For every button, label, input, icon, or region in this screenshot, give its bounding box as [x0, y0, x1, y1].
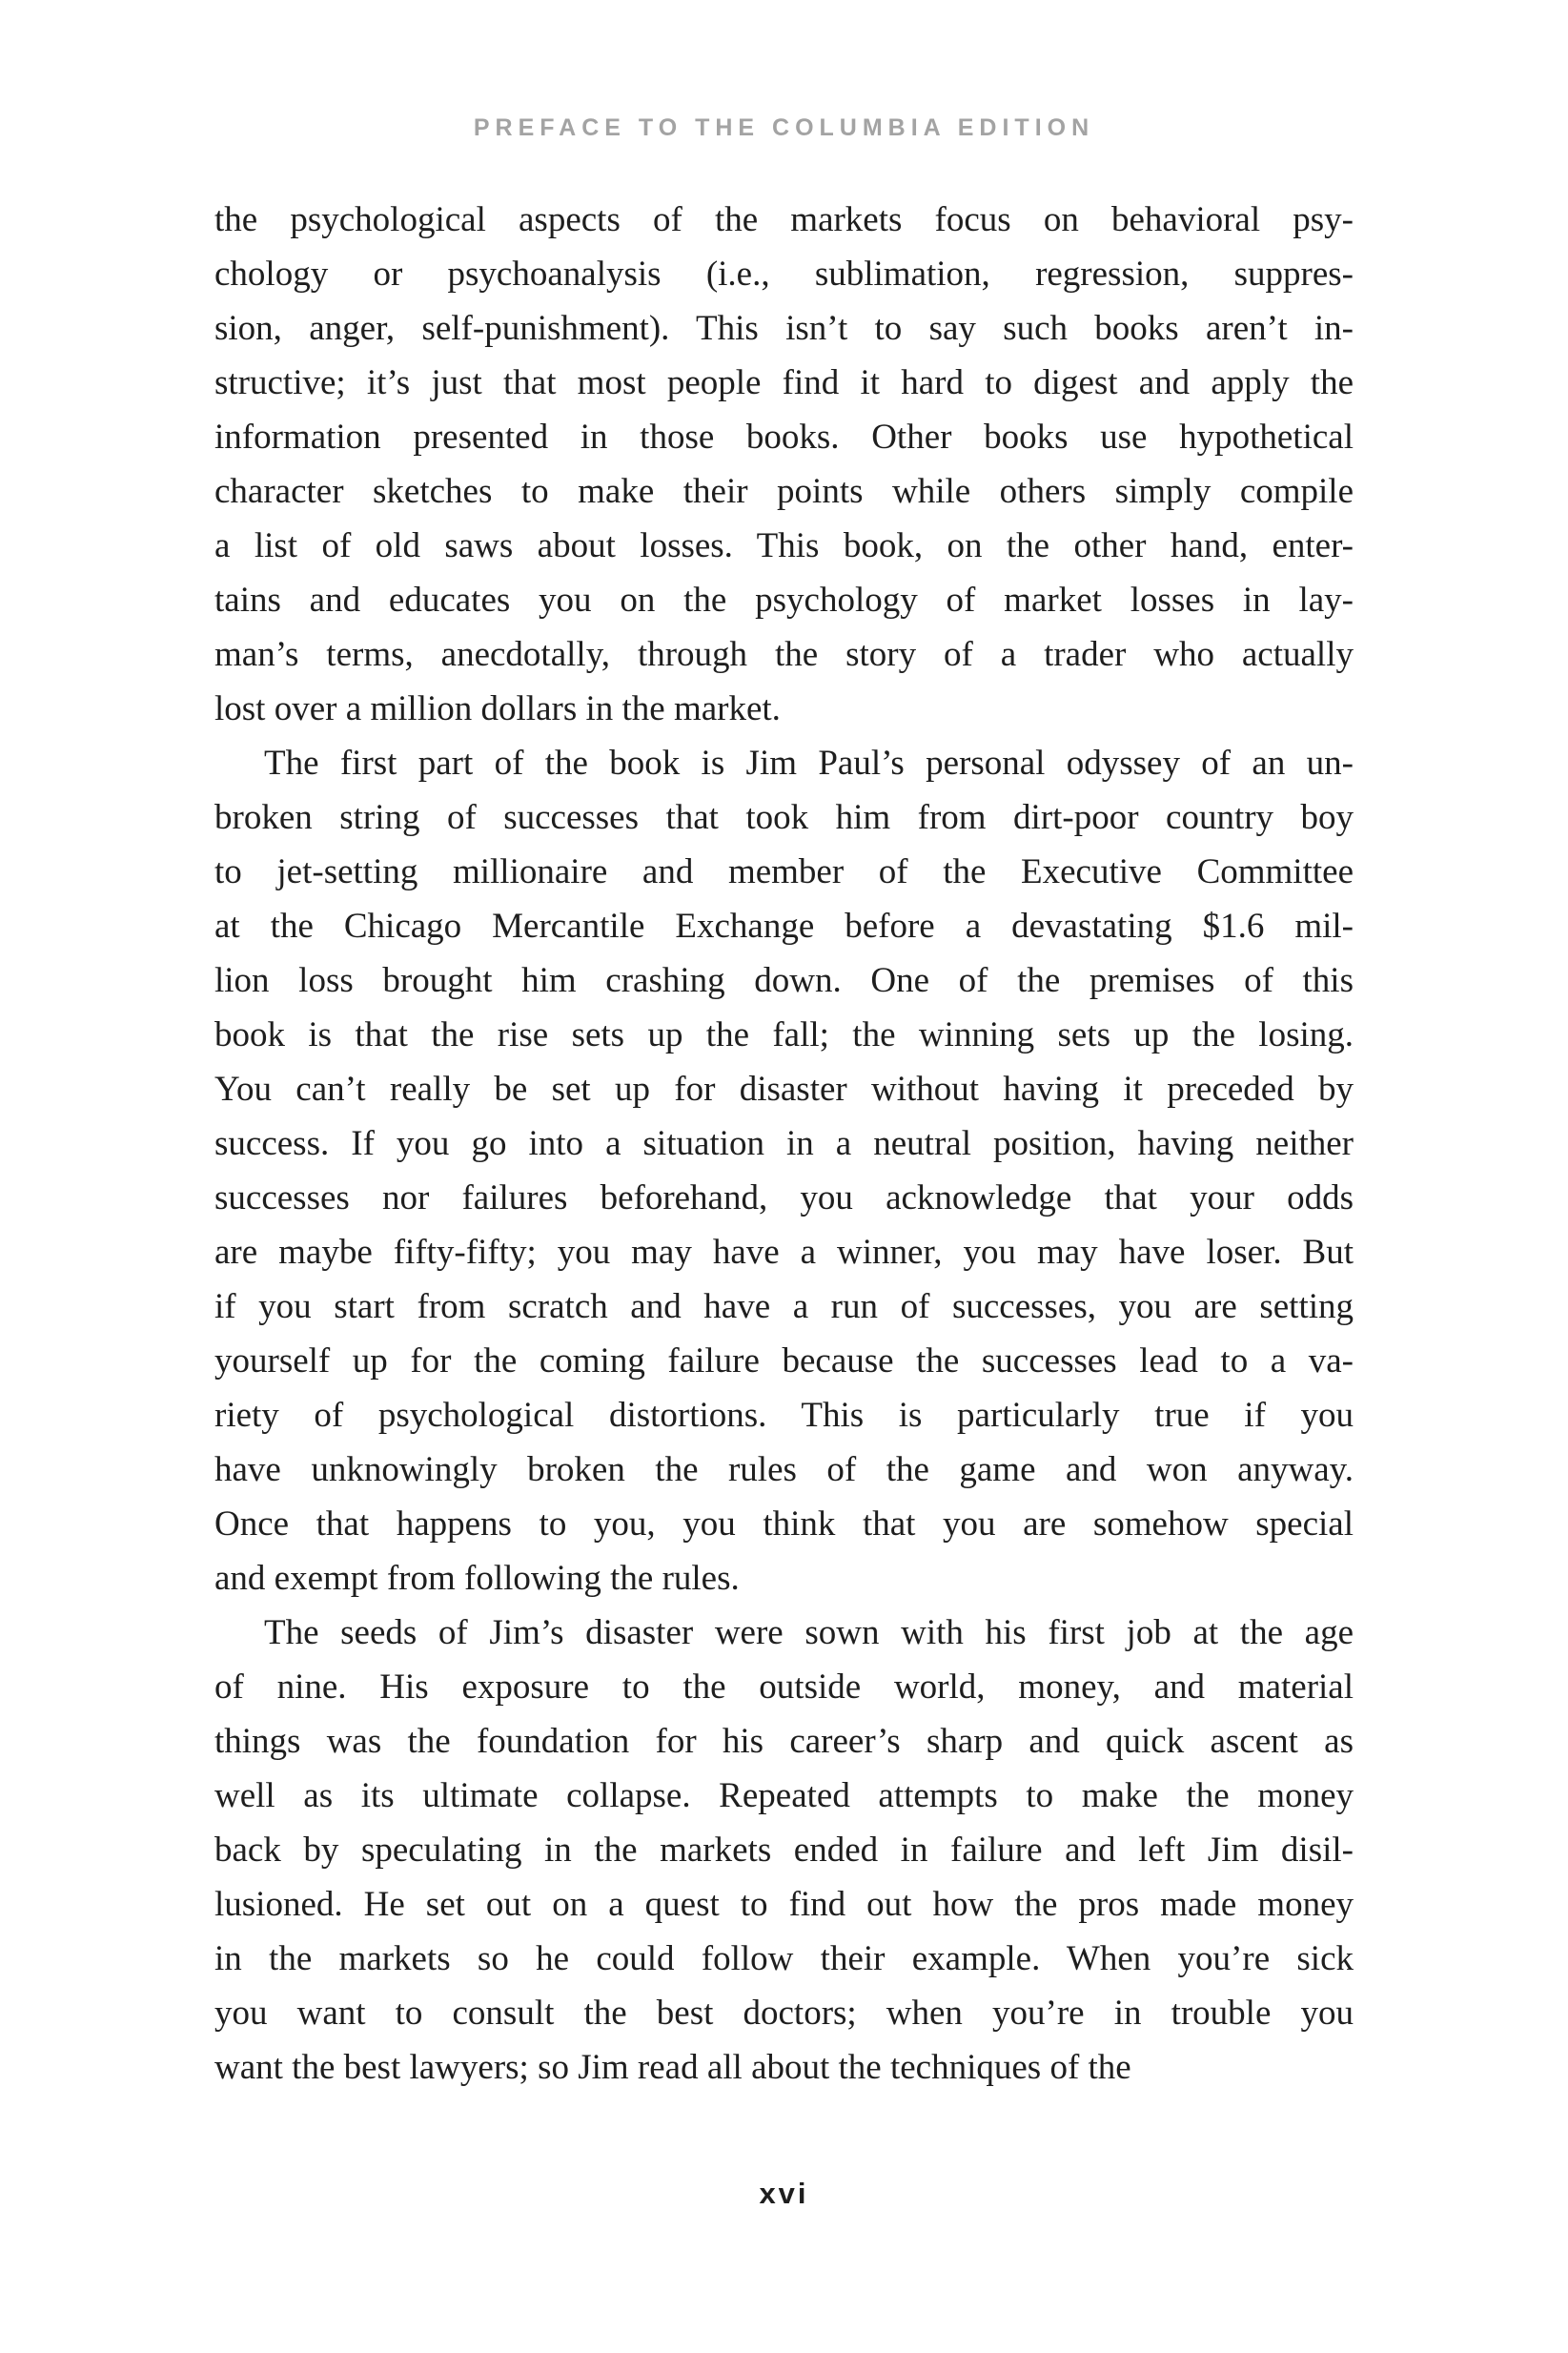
text-line: successes nor failures beforehand, you acknowledge that your odds	[214, 1178, 1354, 1217]
text-line: character sketches to make their points while others simply compile	[214, 472, 1354, 511]
text-line: success. If you go into a situation in a neutral position, having neither	[214, 1124, 1354, 1163]
text-line: in the markets so he could follow their example. When you’re sick	[214, 1939, 1354, 1978]
text-line: yourself up for the coming failure because the successes lead to a va-	[214, 1341, 1354, 1381]
paragraph	[214, 736, 1354, 1606]
text-line: have unknowingly broken the rules of the game and won anyway.	[214, 1450, 1354, 1489]
text-line: sion, anger, self-punishment). This isn’t to say such books aren’t in-	[214, 309, 1354, 348]
paragraph	[214, 1606, 1354, 2095]
text-line: chology or psychoanalysis (i.e., sublimation, regression, suppres-	[214, 255, 1354, 294]
page-body-text	[214, 193, 1354, 2095]
text-line: you want to consult the best doctors; when you’re in trouble you	[214, 1994, 1354, 2033]
text-line: if you start from scratch and have a run of successes, you are setting	[214, 1287, 1354, 1326]
text-line: things was the foundation for his career’s sharp and quick ascent as	[214, 1722, 1354, 1761]
text-line: and exempt from following the rules.	[214, 1559, 740, 1598]
text-line: well as its ultimate collapse. Repeated attempts to make the money	[214, 1776, 1354, 1815]
text-line: want the best lawyers; so Jim read all about the techniques of the	[214, 2048, 1131, 2087]
text-line: tains and educates you on the psychology of market losses in lay-	[214, 581, 1354, 620]
text-line: back by speculating in the markets ended in failure and left Jim disil-	[214, 1831, 1354, 1870]
text-line: at the Chicago Mercantile Exchange before a devastating $1.6 mil-	[214, 907, 1354, 946]
text-line: structive; it’s just that most people find it hard to digest and apply the	[214, 363, 1354, 402]
text-line: lost over a million dollars in the market.	[214, 689, 781, 728]
text-line: riety of psychological distortions. This is particularly true if you	[214, 1396, 1354, 1435]
text-line: man’s terms, anecdotally, through the story of a trader who actually	[214, 635, 1354, 674]
text-line: the psychological aspects of the markets focus on behavioral psy-	[214, 200, 1354, 239]
running-head: PREFACE TO THE COLUMBIA EDITION	[473, 114, 1095, 141]
text-line: The first part of the book is Jim Paul’s personal odyssey of an un-	[264, 744, 1354, 783]
text-line: to jet-setting millionaire and member of the Executive Committee	[214, 852, 1354, 891]
text-line: a list of old saws about losses. This book, on the other hand, enter-	[214, 526, 1354, 565]
text-line: are maybe fifty-fifty; you may have a winner, you may have loser. But	[214, 1233, 1354, 1272]
text-line: You can’t really be set up for disaster without having it preceded by	[214, 1070, 1354, 1109]
text-line: lion loss brought him crashing down. One of the premises of this	[214, 961, 1354, 1000]
text-line: of nine. His exposure to the outside world, money, and material	[214, 1668, 1354, 1707]
text-line: The seeds of Jim’s disaster were sown with his first job at the age	[264, 1613, 1354, 1652]
text-line: book is that the rise sets up the fall; the winning sets up the losing.	[214, 1015, 1354, 1054]
page-number: xvi	[759, 2177, 809, 2210]
text-line: Once that happens to you, you think that you are somehow special	[214, 1504, 1354, 1544]
paragraph	[214, 193, 1354, 736]
text-line: information presented in those books. Other books use hypothetical	[214, 418, 1354, 457]
text-line: broken string of successes that took him from dirt-poor country boy	[214, 798, 1354, 837]
text-line: lusioned. He set out on a quest to find out how the pros made money	[214, 1885, 1354, 1924]
